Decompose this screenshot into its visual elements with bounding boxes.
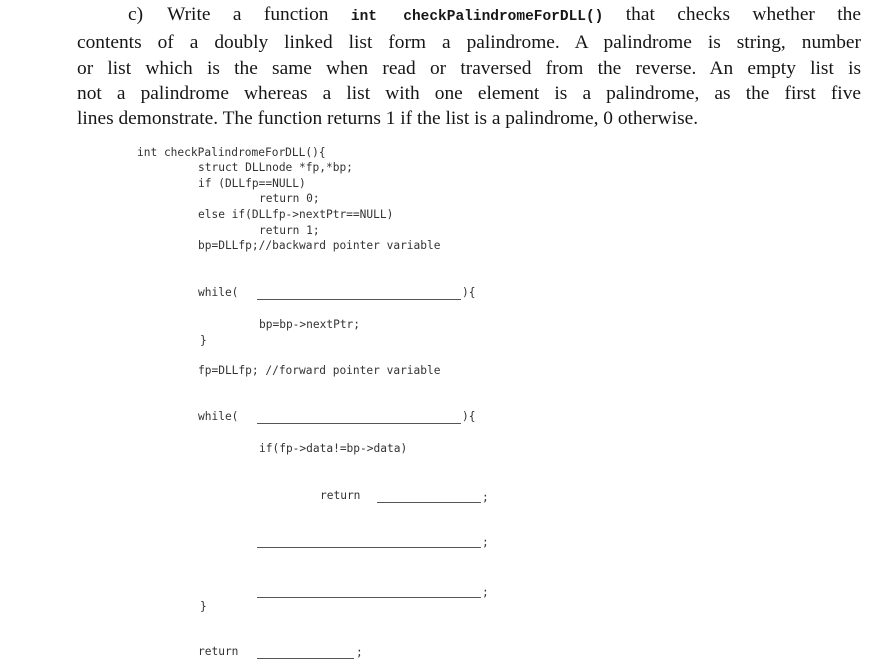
question-label: c) <box>128 4 144 25</box>
blank-while-2-condition[interactable] <box>257 423 461 424</box>
code-semicolon-c: ; <box>482 586 489 599</box>
blank-return-inner-value[interactable] <box>377 502 481 503</box>
code-fp-assign: fp=DLLfp; //forward pointer variable <box>198 364 441 377</box>
code-return-final: return <box>198 645 239 658</box>
code-while-2-open: while( <box>198 410 239 423</box>
question-text <box>77 2 861 131</box>
code-while-1-open: while( <box>198 286 239 299</box>
code-signature: int checkPalindromeForDLL(){ <box>137 146 326 159</box>
code-semicolon-a: ; <box>482 491 489 504</box>
code-return-inner: return <box>320 489 361 502</box>
function-name: int checkPalindromeForDLL() <box>350 9 604 25</box>
blank-statement-1[interactable] <box>257 547 481 548</box>
question-line-4: not a palindrome whereas a list with one element is a palindrome, as the first five <box>77 82 861 104</box>
code-if-data: if(fp->data!=bp->data) <box>259 442 408 455</box>
code-return-1: return 1; <box>259 224 320 237</box>
question-line-3: or list which is the same when read or traversed from the reverse. An empty list is <box>77 57 861 79</box>
code-semicolon-b: ; <box>482 536 489 549</box>
code-bp-assign: bp=DLLfp;//backward pointer variable <box>198 239 441 252</box>
code-close-brace-2: } <box>200 600 207 613</box>
question-line-2: contents of a doubly linked list form a palindrome. A palindrome is string, number <box>77 32 861 54</box>
code-bp-next: bp=bp->nextPtr; <box>259 318 361 331</box>
question-line-1: c) Write a function int checkPalindromeForDLL() that checks whether the <box>128 4 861 25</box>
question-line-5: lines demonstrate. The function returns 1 if the list is a palindrome, 0 otherwise. <box>77 108 699 130</box>
code-if-null: if (DLLfp==NULL) <box>198 177 306 190</box>
blank-while-1-condition[interactable] <box>257 299 461 300</box>
code-semicolon-final: ; <box>356 646 363 659</box>
code-return-0: return 0; <box>259 192 320 205</box>
blank-statement-2[interactable] <box>257 597 481 598</box>
code-while-1-close: ){ <box>462 286 476 299</box>
code-else-if: else if(DLLfp->nextPtr==NULL) <box>198 208 394 221</box>
code-while-2-close: ){ <box>462 410 476 423</box>
blank-return-final-value[interactable] <box>257 658 354 659</box>
code-close-brace-1: } <box>200 334 207 347</box>
code-declaration: struct DLLnode *fp,*bp; <box>198 161 353 174</box>
